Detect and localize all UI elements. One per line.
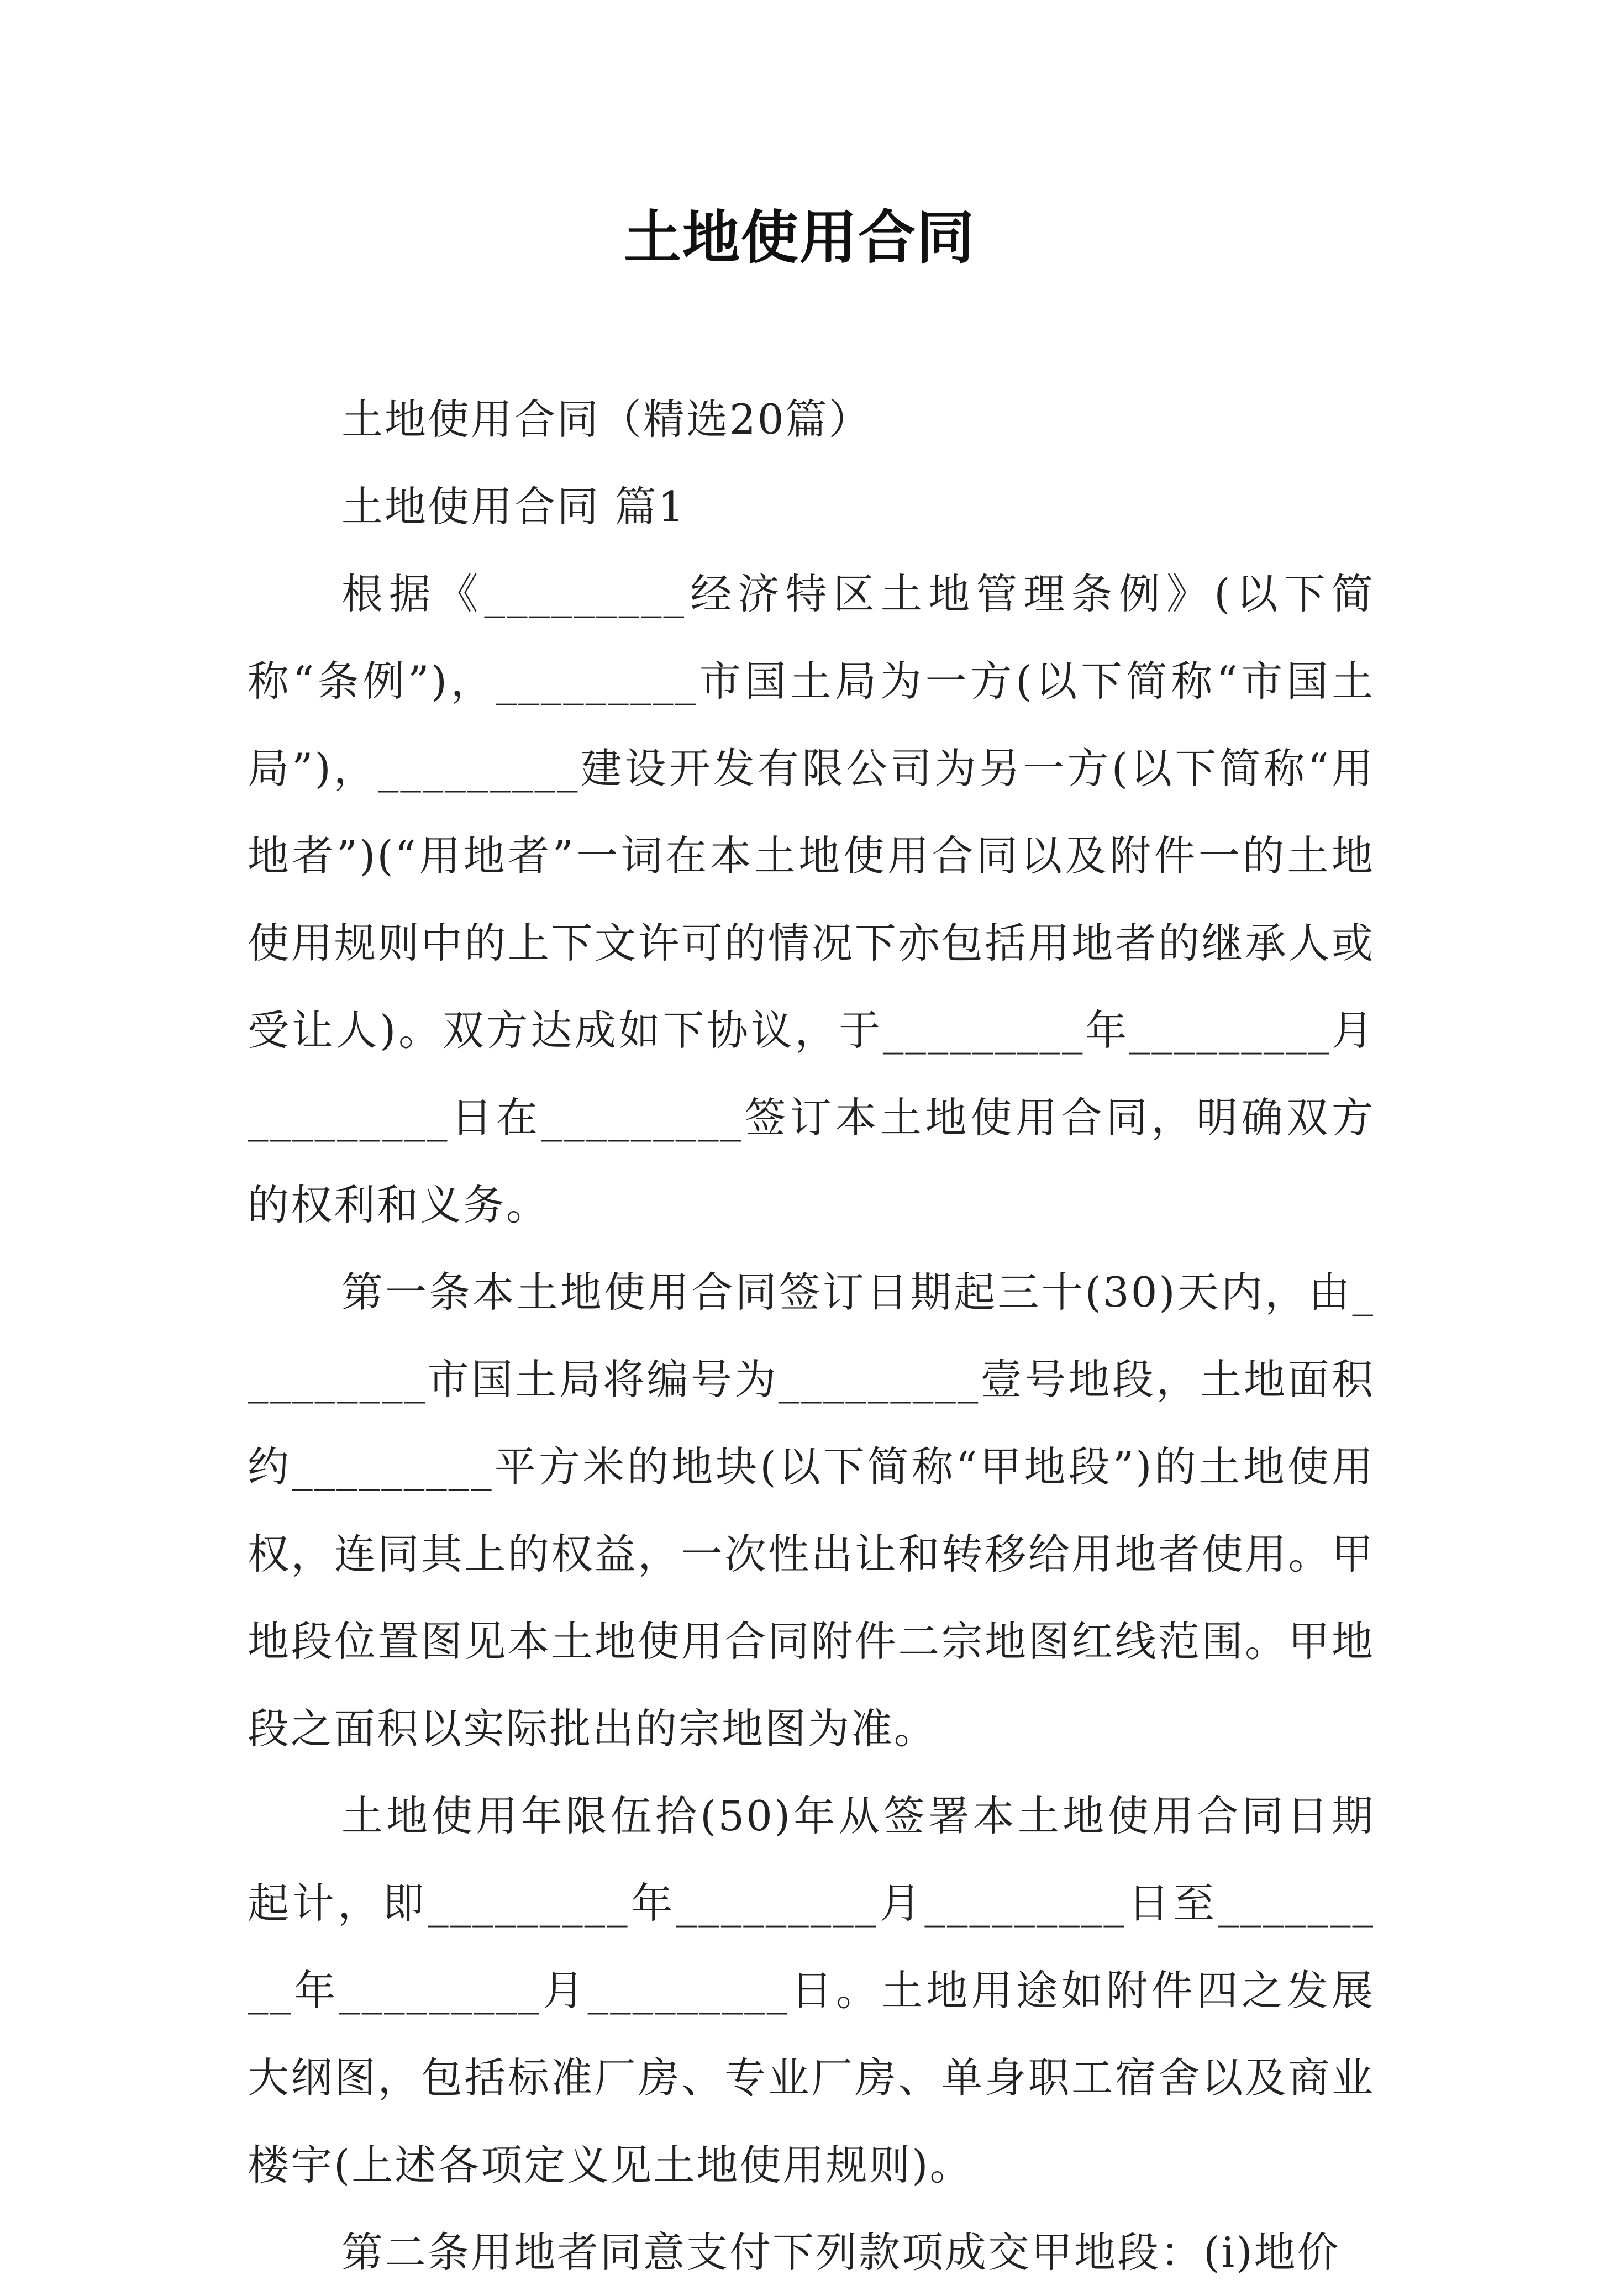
- paragraph-section-heading: 土地使用合同 篇1: [341, 482, 686, 531]
- document-body: [248, 376, 1375, 2296]
- paragraph-land-term: 土地使用年限伍拾(50)年从签署本土地使用合同日期起计，即_________年_________月_________日至_________年_________月_________日。土地用途如附件四之发展大纲图，包括标准厂房、专业厂房、单身职工宿舍以及商业楼宇(上述各项定义见土地使用规则)。: [248, 1792, 1375, 2189]
- paragraph-article-two: 第二条用地者同意支付下列款项成交甲地段：(i)地价: [341, 2228, 1340, 2277]
- paragraph-collection-heading: 土地使用合同（精选20篇）: [341, 395, 872, 444]
- paragraph-preamble: 根据《_________经济特区土地管理条例》(以下简称“条例”)，_________市国土局为一方(以下简称“市国土局”)，_________建设开发有限公司为另一方(以下简称“用地者”)(“用地者”一词在本土地使用合同以及附件一的土地使用规则中的上下文许可的情况下亦包括用地者的继承人或受让人)。双方达成如下协议，于_________年_________月_________日在_________签订本土地使用合同，明确双方的权利和义务。: [248, 570, 1375, 1229]
- paragraph-article-one: 第一条本土地使用合同签订日期起三十(30)天内，由_________市国土局将编号为_________壹号地段，土地面积约_________平方米的地块(以下简称“甲地段”)的土地使用权，连同其上的权益，一次性出让和转移给用地者使用。甲地段位置图见本土地使用合同附件二宗地图红线范围。甲地段之面积以实际批出的宗地图为准。: [248, 1268, 1375, 1753]
- document-title: 土地使用合同: [623, 203, 975, 271]
